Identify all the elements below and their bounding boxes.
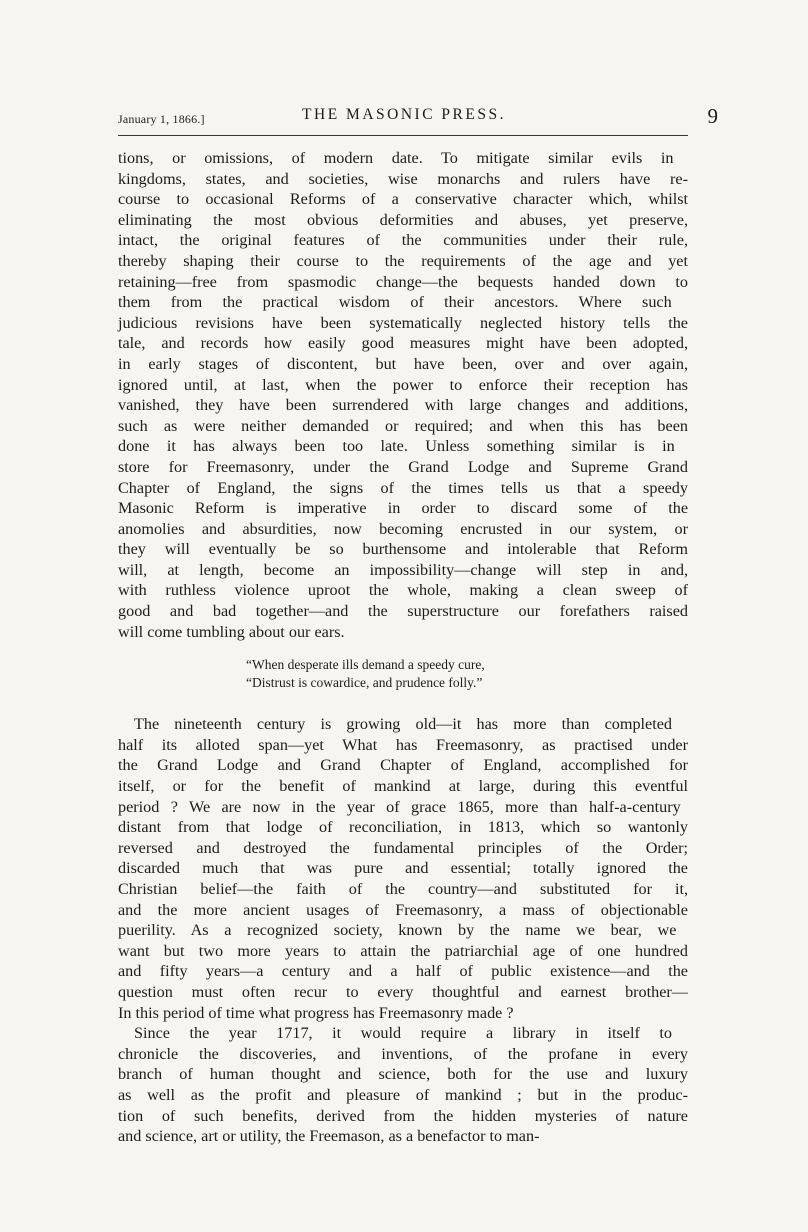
text-line: kingdoms, states, and societies, wise monarchs and rulers have re- — [118, 169, 688, 188]
text-line: the Grand Lodge and Grand Chapter of England, accomplished for — [118, 756, 688, 775]
text-line: “Distrust is cowardice, and prudence folly.” — [246, 675, 483, 691]
text-line: will come tumbling about our ears. — [118, 622, 345, 641]
text-line: puerility. As a recognized society, known by the name we bear, we — [118, 921, 677, 940]
article-body — [118, 148, 688, 1147]
text-line: will, at length, become an impossibility—change will step in and, — [118, 560, 688, 579]
text-line: period ? We are now in the year of grace 1865, more than half-a-century — [118, 797, 681, 816]
text-line: and science, art or utility, the Freemason, as a benefactor to man- — [118, 1127, 540, 1146]
paragraph-3 — [118, 1023, 688, 1147]
text-line: with ruthless violence uproot the whole, making a clean sweep of — [118, 581, 688, 600]
text-line: them from the practical wisdom of their ancestors. Where such — [118, 293, 672, 312]
text-line: such as were neither demanded or required; and when this has been — [118, 416, 688, 435]
text-line: and fifty years—a century and a half of public existence—and the — [118, 962, 688, 981]
page-number: 9 — [707, 104, 718, 128]
text-line: tion of such benefits, derived from the hidden mysteries of nature — [118, 1106, 688, 1125]
text-line: reversed and destroyed the fundamental principles of the Order; — [118, 838, 688, 857]
text-line: eliminating the most obvious deformities and abuses, yet preserve, — [118, 210, 688, 229]
text-line: done it has always been too late. Unless something similar is in — [118, 437, 675, 456]
text-line: The nineteenth century is growing old—it has more than completed — [134, 715, 672, 734]
text-line: course to occasional Reforms of a conservative character which, whilst — [118, 190, 688, 209]
text-line: judicious revisions have been systematically neglected history tells the — [118, 313, 688, 332]
text-line: tions, or omissions, of modern date. To mitigate similar evils in — [118, 149, 674, 167]
text-line: anomolies and absurdities, now becoming encrusted in our system, or — [118, 519, 688, 538]
text-line: ignored until, at last, when the power to enforce their reception has — [118, 375, 688, 394]
journal-title: THE MASONIC PRESS. — [302, 106, 506, 123]
text-line: “When desperate ills demand a speedy cure, — [246, 657, 485, 673]
header-date: January 1, 1866.] — [118, 112, 205, 126]
text-line: tale, and records how easily good measures might have been adopted, — [118, 334, 688, 353]
text-line: good and bad together—and the superstructure our forefathers raised — [118, 602, 688, 621]
text-line: thereby shaping their course to the requirements of the age and yet — [118, 251, 688, 270]
text-line: in early stages of discontent, but have been, over and over again, — [118, 354, 688, 373]
text-line: retaining—free from spasmodic change—the bequests handed down to — [118, 272, 688, 291]
text-line: vanished, they have been surrendered with large changes and additions, — [118, 396, 688, 415]
text-line: Masonic Reform is imperative in order to discard some of the — [118, 499, 688, 518]
text-line: chronicle the discoveries, and inventions, of the profane in every — [118, 1044, 688, 1063]
text-line: branch of human thought and science, both for the use and luxury — [118, 1065, 688, 1084]
text-line: distant from that lodge of reconciliation, in 1813, which so wantonly — [118, 818, 688, 837]
running-header — [118, 104, 718, 130]
text-line: question must often recur to every thoughtful and earnest brother— — [118, 982, 688, 1001]
text-line: Christian belief—the faith of the country—and substituted for it, — [118, 880, 688, 898]
text-line: and the more ancient usages of Freemasonry, a mass of objectionable — [118, 900, 688, 919]
text-line: half its alloted span—yet What has Freemasonry, as practised under — [118, 735, 688, 754]
text-line: want but two more years to attain the patriarchial age of one hundred — [118, 941, 688, 960]
text-line: store for Freemasonry, under the Grand Lodge and Supreme Grand — [118, 457, 688, 476]
paragraph-1 — [118, 148, 688, 642]
text-line: Chapter of England, the signs of the times tells us that a speedy — [118, 478, 688, 497]
text-line: intact, the original features of the communities under their rule, — [118, 231, 688, 250]
text-line: Since the year 1717, it would require a library in itself to — [134, 1024, 672, 1043]
text-line: itself, or for the benefit of mankind at large, during this eventful — [118, 777, 688, 796]
text-line: as well as the profit and pleasure of mankind ; but in the produc- — [118, 1085, 688, 1104]
header-rule — [118, 135, 688, 136]
text-line: discarded much that was pure and essential; totally ignored the — [118, 859, 688, 878]
text-line: In this period of time what progress has Freemasonry made ? — [118, 1003, 514, 1022]
paragraph-2 — [118, 714, 688, 1023]
verse-quote — [246, 656, 688, 692]
text-line: they will eventually be so burthensome and intolerable that Reform — [118, 540, 688, 559]
